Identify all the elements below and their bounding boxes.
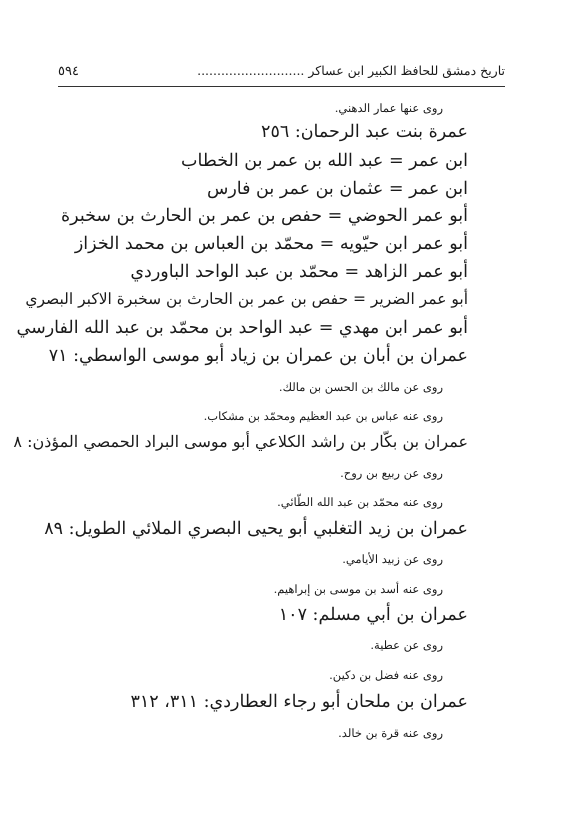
index-entry: أبو عمر ابن مهدي = عبد الواحد بن محمّد بن عبد الله الفارسي xyxy=(16,318,468,338)
narration-line: روى عنه عباس بن عبد العظيم ومحمّد بن مشكاب. xyxy=(203,409,443,423)
index-entry: أبو عمر الضرير = حفص بن عمر بن الحارث بن سخبرة الاكبر البصري xyxy=(25,290,468,308)
index-entry: عمران بن أبي مسلم: ١٠٧ xyxy=(278,605,468,625)
index-entry: أبو عمر ابن حيّويه = محمّد بن العباس بن محمد الخزاز xyxy=(74,234,468,254)
running-title-group xyxy=(197,63,505,78)
narration-line: روى عنها عمار الدهني. xyxy=(334,101,443,115)
narration-line: روى عنه فضل بن دكين. xyxy=(329,668,443,682)
running-title: تاريخ دمشق للحافظ الكبير ابن عساكر xyxy=(308,63,505,78)
index-entry: عمرة بنت عبد الرحمان: ٢٥٦ xyxy=(261,122,468,142)
index-entry: ابن عمر = عبد الله بن عمر بن الخطاب xyxy=(181,151,468,171)
index-entry: أبو عمر الزاهد = محمّد بن عبد الواحد الباوردي xyxy=(130,262,468,282)
leader-dots: ........................... xyxy=(197,63,305,78)
page-number: ٥٩٤ xyxy=(58,64,79,79)
narration-line: روى عن عطية. xyxy=(370,638,443,652)
narration-line: روى عن ربيع بن روح. xyxy=(340,466,443,480)
index-entry: عمران بن بكّار بن راشد الكلاعي أبو موسى البراد الحمصي المؤذن: ٨ xyxy=(13,432,468,451)
index-entry: ابن عمر = عثمان بن عمر بن فارس xyxy=(206,179,468,199)
narration-line: روى عن مالك بن الحسن بن مالك. xyxy=(278,380,443,394)
index-entry: عمران بن أبان بن عمران بن زياد أبو موسى الواسطي: ٧١ xyxy=(48,346,468,366)
header-rule xyxy=(58,86,505,87)
index-entry: عمران بن ملحان أبو رجاء العطاردي: ٣١١، ٣١٢ xyxy=(130,692,468,712)
index-entry: عمران بن زيد التغلبي أبو يحيى البصري الملائي الطويل: ٨٩ xyxy=(44,519,468,539)
narration-line: روى عنه أسد بن موسى بن إبراهيم. xyxy=(273,582,443,596)
running-header xyxy=(58,63,505,85)
narration-line: روى عنه محمّد بن عبد الله الطّائي. xyxy=(277,495,443,509)
index-entry: أبو عمر الحوضي = حفص بن عمر بن الحارث بن سخبرة xyxy=(61,206,468,226)
narration-line: روى عنه قرة بن خالد. xyxy=(338,726,443,740)
narration-line: روى عن زبيد الأيامي. xyxy=(342,552,443,566)
